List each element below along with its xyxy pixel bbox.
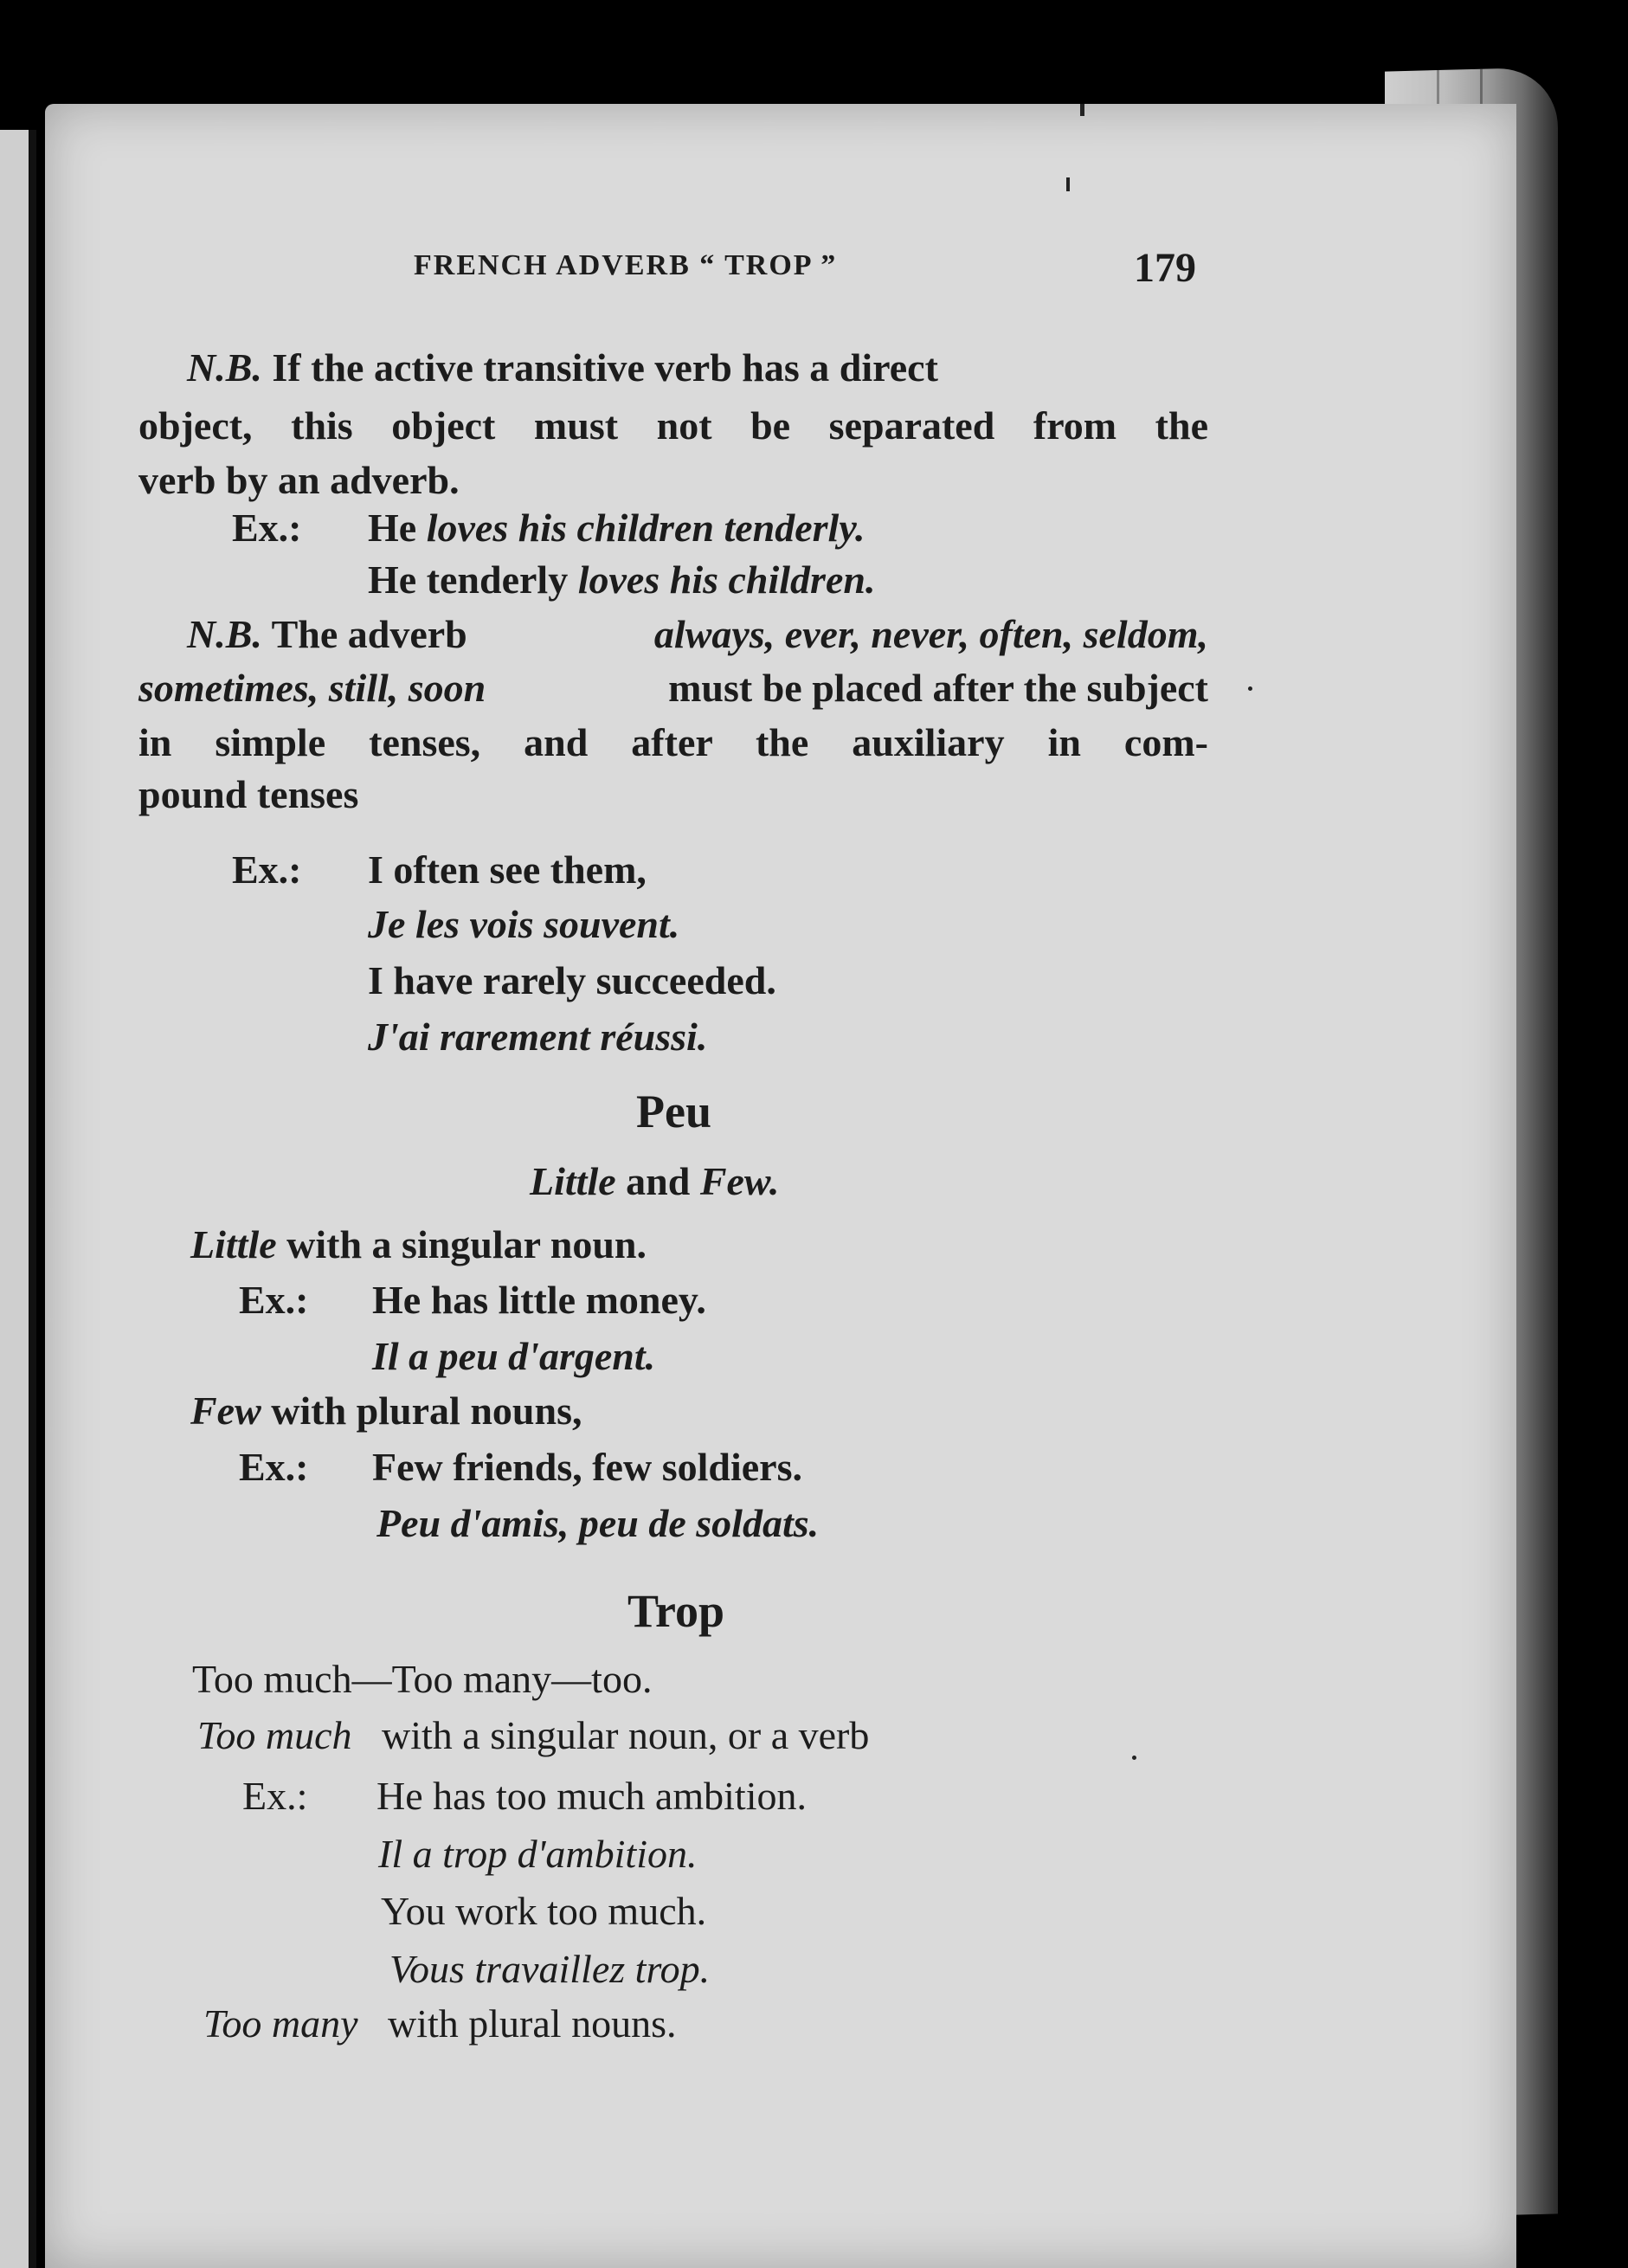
example-label: Ex.:	[242, 1774, 308, 1818]
example-label: Ex.:	[239, 1445, 309, 1489]
trop-meaning: Too much—Too many—too.	[192, 1657, 653, 1701]
nb1-line3: verb by an adverb.	[138, 458, 460, 502]
nb2-example-4: J'ai rarement réussi.	[368, 1015, 708, 1059]
peu-example-1: He has little money.	[372, 1278, 706, 1322]
nb2-example-2: Je les vois souvent.	[368, 902, 680, 946]
ink-speck	[1248, 686, 1252, 691]
ink-speck	[1080, 104, 1084, 116]
nb1-line2: object, this object must not be separated from the	[138, 403, 1208, 448]
example-label: Ex.:	[232, 847, 302, 892]
example-label: Ex.:	[239, 1278, 309, 1322]
example-label: Ex.:	[232, 506, 302, 550]
ink-speck	[1066, 177, 1070, 191]
nb2-example-1: I often see them,	[368, 847, 647, 892]
nb1-example-1: He loves his children tenderly.	[368, 506, 865, 550]
page-number: 179	[1134, 245, 1196, 291]
running-title: FRENCH ADVERB “ TROP ”	[414, 249, 838, 281]
trop-example-3: You work too much.	[381, 1889, 707, 1933]
nb2-line1: N.B. The adverb always, ever, never, often, seldom,	[187, 612, 1208, 656]
trop-too-much-rule: Too much with a singular noun, or a verb	[197, 1713, 870, 1757]
peu-subtitle: Little and Few.	[530, 1159, 780, 1203]
trop-too-many-rule: Too many with plural nouns.	[203, 2001, 677, 2046]
peu-example-3: Few friends, few soldiers.	[372, 1445, 802, 1489]
peu-little-rule: Little with a singular noun.	[190, 1222, 647, 1266]
peu-few-rule: Few with plural nouns,	[190, 1389, 582, 1433]
nb1-line1: N.B. If the active transitive verb has a direct	[187, 345, 938, 390]
peu-example-4: Peu d'amis, peu de soldats.	[376, 1501, 820, 1545]
trop-example-4: Vous travaillez trop.	[389, 1947, 711, 1991]
section-heading-peu: Peu	[636, 1086, 711, 1137]
nb2-example-3: I have rarely succeeded.	[368, 958, 776, 1002]
ink-speck	[1132, 1756, 1136, 1760]
nb1-example-2: He tenderly loves his children.	[368, 557, 876, 602]
nb2-line4: pound tenses	[138, 772, 359, 816]
nb2-line3: in simple tenses, and after the auxiliary in com-	[138, 720, 1208, 764]
nb2-line2: sometimes, still, soon must be placed after the subject	[138, 666, 1208, 710]
trop-example-1: He has too much ambition.	[376, 1774, 807, 1818]
peu-example-2: Il a peu d'argent.	[372, 1334, 656, 1378]
section-heading-trop: Trop	[627, 1585, 725, 1637]
trop-example-2: Il a trop d'ambition.	[378, 1832, 698, 1876]
nb-label: N.B.	[187, 345, 262, 390]
